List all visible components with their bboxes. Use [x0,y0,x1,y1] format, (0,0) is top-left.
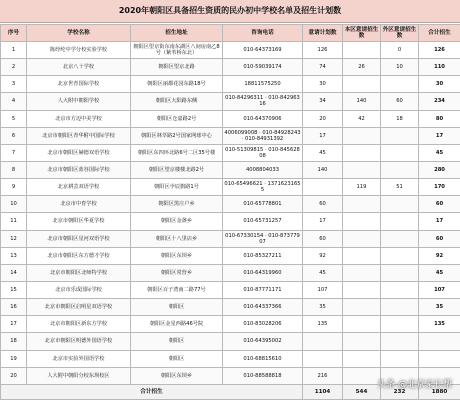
cell-address: 朝阳区金盏乡 [131,213,223,230]
cell-address: 朝阳区金星西路46号院 [131,316,223,333]
cell-school: 陈经纶中学分校实验学校 [27,42,131,59]
cell-local [343,281,381,298]
table-row [1,93,460,110]
table-row [1,350,460,367]
cell-phone: 010-87771171 [223,281,303,298]
table-row [1,110,460,127]
cell-outside [381,213,419,230]
table-header-row [1,25,460,42]
cell-school: 北京市朝阳区新东方学校 [27,316,131,333]
cell-local [343,144,381,161]
cell-address: 朝阳区丽都花园东路18号 [131,76,223,93]
cell-plan: 45 [303,144,343,161]
cell-address: 朝阳区十八里店乡 [131,230,223,247]
cell-phone: 010-64395002 [223,333,303,350]
cell-address: 朝阳区望京楼楼北路2号 [131,161,223,178]
cell-no: 7 [1,144,27,161]
cell-address: 朝阳区东四环北路6号二区35号楼 [131,144,223,161]
cell-outside [381,333,419,350]
cell-phone: 010-88588818 [223,367,303,384]
cell-school: 北京世青国际学校 [27,76,131,93]
footer-total: 1880 [419,385,460,400]
cell-plan: 126 [303,42,343,59]
cell-school: 北京市朝阳区启明星双语学校 [27,299,131,316]
cell-plan: 30 [303,76,343,93]
cell-outside [381,196,419,213]
cell-school: 北京市朝阳区明德外国语学校 [27,333,131,350]
cell-local [343,333,381,350]
cell-outside [381,144,419,161]
cell-plan: 60 [303,196,343,213]
footer-outside: 232 [381,385,419,400]
header-phone: 咨询电话 [223,25,303,42]
cell-outside: 10 [381,59,419,76]
cell-total: 280 [419,161,460,178]
cell-address: 朝阳区 [131,350,223,367]
cell-no: 6 [1,127,27,144]
cell-local [343,316,381,333]
cell-no: 4 [1,93,27,110]
cell-no: 18 [1,333,27,350]
cell-total: 45 [419,264,460,281]
cell-no: 1 [1,42,27,59]
cell-school: 北京市朝阳区青华附中国际学校 [27,127,131,144]
footer-plan: 1104 [303,385,343,400]
cell-local [343,264,381,281]
cell-local [343,161,381,178]
cell-total: 234 [419,93,460,110]
cell-address: 朝阳区大阳路东侧 [131,93,223,110]
cell-phone: 010-84296311 · 010-84296316 [223,93,303,110]
cell-address: 朝阳区东坝乡 [131,367,223,384]
table-row [1,213,460,230]
cell-outside [381,264,419,281]
cell-plan: 140 [303,161,343,178]
cell-school: 北京市实验外国语学校 [27,350,131,367]
document-title: 2020年朝阳区具备招生资质的民办初中学校名单及招生计划数 [0,0,460,23]
cell-school: 北京八十学校 [27,59,131,76]
cell-phone: 010-65778801 [223,196,303,213]
cell-local [343,213,381,230]
cell-no: 11 [1,213,27,230]
cell-school: 北京市乐成国际学校 [27,281,131,298]
table-row [1,264,460,281]
footer-label: 合计招生 [1,385,303,400]
table-row [1,42,460,59]
cell-no: 2 [1,59,27,76]
header-no: 序号 [1,25,27,42]
cell-local [343,230,381,247]
header-school: 学校名称 [27,25,131,42]
cell-address: 朝阳区仓嘉路2号 [131,110,223,127]
cell-address: 朝阳区百子湾南二路77号 [131,281,223,298]
cell-total: 30 [419,76,460,93]
cell-address: 朝阳区林萃路2号国家网球中心 [131,127,223,144]
cell-outside: 60 [381,93,419,110]
cell-school: 人大附中朝阳学校 [27,93,131,110]
cell-local [343,42,381,59]
cell-total: 17 [419,127,460,144]
table-row [1,247,460,264]
cell-plan: 35 [303,299,343,316]
cell-plan: 20 [303,110,343,127]
cell-outside [381,316,419,333]
cell-school: 北京市朝阳区北师特学校 [27,264,131,281]
cell-school: 北京耕芸双语学校 [27,179,131,196]
cell-outside [381,247,419,264]
cell-plan: 92 [303,247,343,264]
cell-phone: 010-68815610 [223,350,303,367]
cell-local [343,247,381,264]
cell-total: 170 [419,179,460,196]
cell-phone: 010-51309815 · 010-84562808 [223,144,303,161]
cell-outside [381,230,419,247]
cell-no: 14 [1,264,27,281]
cell-school: 人大附中朝阳分校东坝校区 [27,367,131,384]
cell-phone: 010-65731257 [223,213,303,230]
cell-local [343,76,381,93]
table-row [1,127,460,144]
cell-phone: 010-67330154 · 010-87377907 [223,230,303,247]
cell-total: 126 [419,42,460,59]
header-plan: 意请计划数 [303,25,343,42]
cell-total: 60 [419,196,460,213]
cell-address: 朝阳区常营乡 [131,264,223,281]
table-row [1,196,460,213]
table-row [1,179,460,196]
table-row [1,316,460,333]
cell-local [343,299,381,316]
cell-no: 17 [1,316,27,333]
cell-total: 107 [419,281,460,298]
cell-phone: 010-85327211 [223,247,303,264]
cell-plan: 17 [303,213,343,230]
table-row [1,299,460,316]
watermark: 头条 @北京家长帮 [377,380,452,390]
cell-total [419,350,460,367]
cell-local [343,196,381,213]
cell-plan: 135 [303,316,343,333]
cell-address: 朝阳区孛辰旗路1号 [131,179,223,196]
cell-plan: 216 [303,367,343,384]
cell-phone: 010-59039174 [223,59,303,76]
cell-no: 10 [1,196,27,213]
cell-local: 140 [343,93,381,110]
cell-plan: 107 [303,281,343,298]
cell-plan [303,179,343,196]
cell-phone: 010-64319960 [223,264,303,281]
cell-plan: 74 [303,59,343,76]
cell-address: 朝阳区东坝乡 [131,247,223,264]
table-row [1,76,460,93]
cell-phone: 010-64337366 [223,299,303,316]
cell-outside [381,127,419,144]
cell-total: 60 [419,230,460,247]
cell-school: 北京市朝阳区星河双语学校 [27,230,131,247]
cell-no: 20 [1,367,27,384]
cell-outside [381,161,419,178]
cell-outside [381,350,419,367]
table-row [1,230,460,247]
cell-no: 13 [1,247,27,264]
cell-local [343,127,381,144]
table-body [1,42,460,385]
table-row [1,144,460,161]
cell-no: 9 [1,179,27,196]
header-outside: 外区意请招生数 [381,25,419,42]
table-row [1,281,460,298]
table-row [1,333,460,350]
cell-school: 北京市朝阳区赫德双语学校 [27,144,131,161]
cell-outside [381,281,419,298]
cell-address: 朝阳区望京街东南东湖区八间房南乙8号（紫苇桥东北） [131,42,223,59]
cell-address: 朝阳区 [131,299,223,316]
cell-address: 朝阳区 [131,333,223,350]
cell-outside [381,299,419,316]
cell-school: 北京市方迈中美学校 [27,110,131,127]
cell-total [419,333,460,350]
cell-no: 12 [1,230,27,247]
cell-outside [381,76,419,93]
cell-phone: 010-64373169 [223,42,303,59]
cell-no: 19 [1,350,27,367]
enrollment-table [0,24,460,400]
cell-phone: 010-64370906 [223,110,303,127]
cell-school: 北京市朝阳区蓝谷国际学校 [27,161,131,178]
cell-phone: 4008804033 [223,161,303,178]
cell-local [343,350,381,367]
cell-total: 92 [419,247,460,264]
cell-plan: 45 [303,264,343,281]
cell-total: 80 [419,110,460,127]
cell-plan: 34 [303,93,343,110]
cell-total: 35 [419,299,460,316]
cell-plan [303,350,343,367]
cell-address: 朝阳区黑庄户乡 [131,196,223,213]
cell-local: 26 [343,59,381,76]
cell-total: 135 [419,316,460,333]
cell-outside: 51 [381,179,419,196]
cell-phone: 010-83028206 [223,316,303,333]
cell-local: 42 [343,110,381,127]
cell-total: 110 [419,59,460,76]
table-row [1,161,460,178]
cell-phone: 010-65496621 · 13716231655 [223,179,303,196]
footer-local: 544 [343,385,381,400]
cell-no: 16 [1,299,27,316]
cell-school: 北京市朝阳区东方德才学校 [27,247,131,264]
cell-total: 17 [419,213,460,230]
cell-no: 8 [1,161,27,178]
cell-outside: 18 [381,110,419,127]
cell-outside: 0 [381,42,419,59]
cell-no: 5 [1,110,27,127]
cell-total: 45 [419,144,460,161]
cell-school: 北京市中育学校 [27,196,131,213]
cell-plan: 17 [303,127,343,144]
cell-school: 北京市朝阳区华夏学校 [27,213,131,230]
cell-local: 119 [343,179,381,196]
cell-address: 朝阳区望京北路 [131,59,223,76]
header-local: 本区意请招生数 [343,25,381,42]
header-total: 合计招生 [419,25,460,42]
cell-phone: 4006099008 · 010-84928243 · 010-84931392 [223,127,303,144]
header-address: 招生地址 [131,25,223,42]
cell-plan: 60 [303,230,343,247]
cell-phone: 18811575250 [223,76,303,93]
table-row [1,59,460,76]
cell-plan [303,333,343,350]
cell-no: 3 [1,76,27,93]
cell-no: 15 [1,281,27,298]
